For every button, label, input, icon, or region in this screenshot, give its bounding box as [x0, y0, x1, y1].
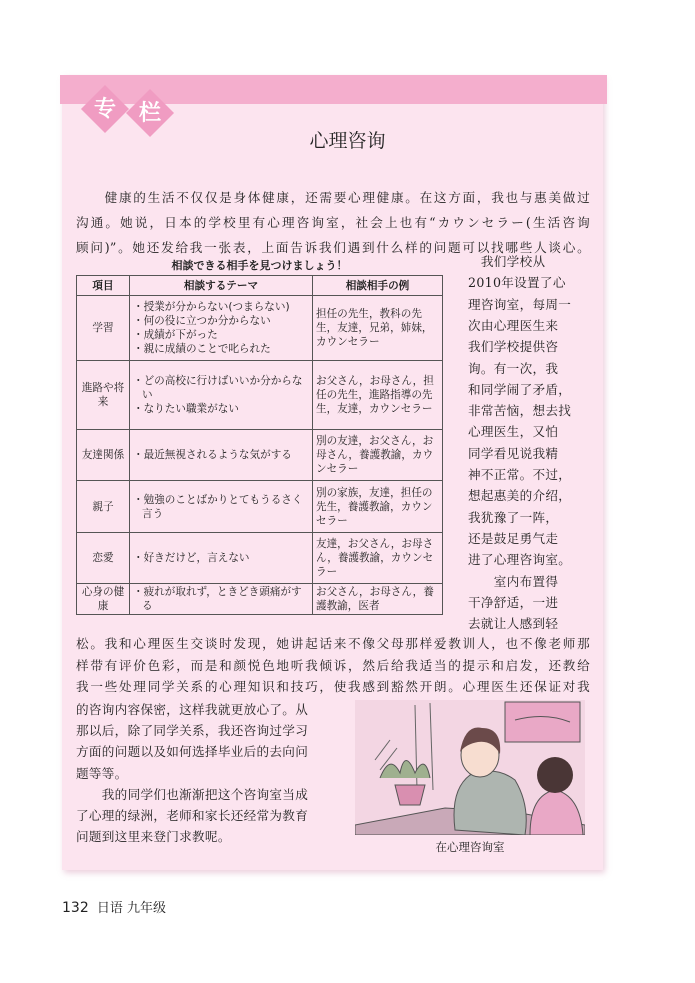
text-line: 沟通。她说，日本的学校里有心理咨询室，社会上也有“カウンセラー(生活咨询 — [76, 215, 590, 230]
item-cell: 学習 — [77, 296, 130, 361]
theme-item: ・授業が分からない(つまらない) — [133, 301, 290, 313]
text-line: 心理医生，又怕 — [468, 424, 559, 440]
text-line: 理咨询室，每周一 — [468, 296, 572, 312]
item-cell: 親子 — [77, 481, 130, 533]
text-line: 顾问)”。她还发给我一张表，上面告诉我们遇到什么样的问题可以找哪些人谈心。 — [76, 240, 590, 255]
text-line: 还是鼓足勇气走 — [468, 530, 559, 546]
table-header: 相談するテーマ — [130, 276, 313, 296]
consultation-table — [76, 275, 443, 615]
table-row — [77, 533, 443, 584]
page-title: 心理咨询 — [309, 130, 386, 152]
text-line: 次由心理医生来 — [468, 317, 559, 333]
text-line: 松。我和心理医生交谈时发现，她讲起话来不像父母那样爱教训人，也不像老师那 — [76, 636, 590, 651]
item-cell: 進路や将来 — [77, 361, 130, 430]
theme-cell — [130, 584, 313, 615]
badge-char: 栏 — [138, 101, 161, 126]
page-footer — [62, 897, 166, 916]
text-line: 健康的生活不仅仅是身体健康，还需要心理健康。在这方面，我也与惠美做过 — [76, 190, 590, 205]
text-line: 想起惠美的介绍， — [468, 488, 572, 504]
theme-cell — [130, 533, 313, 584]
theme-cell — [130, 296, 313, 361]
text-line: 题等等。 — [76, 765, 128, 781]
illustration-caption: 在心理咨询室 — [435, 840, 505, 854]
theme-item: ・成績が下がった — [133, 329, 218, 341]
text-line: 样带有评价色彩，而是和颜悦色地听我倾诉，然后给我适当的提示和启发，还教给 — [76, 657, 590, 673]
counseling-illustration — [355, 700, 585, 835]
text-line: 非常苦恼，想去找 — [468, 403, 572, 419]
theme-cell — [130, 481, 313, 533]
text-line: 去就让人感到轻 — [468, 616, 559, 632]
text-line: 问题到这里来登门求教呢。 — [76, 829, 231, 845]
text-line: 和同学闹了矛盾， — [468, 381, 572, 397]
partner-cell: 担任の先生，教科の先生，友達，兄弟，姉妹，カウンセラー — [313, 296, 443, 361]
partner-cell: 別の友達，お父さん，お母さん，養護教諭，カウンセラー — [313, 430, 443, 481]
partner-cell: 友達，お父さん，お母さん，養護教諭，カウンセラー — [313, 533, 443, 584]
theme-item: ・好きだけど，言えない — [133, 552, 250, 564]
text-line: 神不正常。不过， — [468, 467, 572, 482]
theme-item: ・どの高校に行けばいいか分からない — [133, 375, 303, 401]
text-line: 询。有一次，我 — [468, 360, 559, 376]
theme-cell — [130, 430, 313, 481]
table-row — [77, 481, 443, 533]
item-cell: 友達関係 — [77, 430, 130, 481]
text-line: 室内布置得 — [468, 573, 559, 589]
text-line: 干净舒适，一进 — [468, 594, 559, 610]
item-cell: 心身の健康 — [77, 584, 130, 615]
text-line: 我犹豫了一阵， — [468, 509, 559, 525]
text-line: 我们学校提供咨 — [468, 339, 559, 355]
theme-cell — [130, 361, 313, 430]
text-line: 我的同学们也渐渐把这个咨询室当成 — [76, 786, 309, 802]
theme-item: ・親に成績のことで叱られた — [133, 343, 271, 355]
table-row — [77, 584, 443, 615]
partner-cell: お父さん，お母さん，養護教諭，医者 — [313, 584, 443, 615]
partner-cell: お父さん，お母さん，担任の先生，進路指導の先生，友達，カウンセラー — [313, 361, 443, 430]
text-line: 同学看见说我精 — [468, 445, 559, 461]
page-number: 132 — [62, 900, 89, 916]
theme-item: ・何の役に立つか分からない — [133, 315, 271, 327]
text-line: 我们学校从 — [468, 254, 546, 269]
table-header: 相談相手の例 — [313, 276, 443, 296]
text-line: 2010年设置了心 — [468, 275, 566, 291]
table-caption: 相談できる相手を見つけましょう！ — [171, 259, 348, 272]
table-header: 項目 — [77, 276, 130, 296]
item-cell: 恋愛 — [77, 533, 130, 584]
text-line: 我一些处理同学关系的心理知识和技巧，使我感到豁然开朗。心理医生还保证对我 — [76, 679, 590, 694]
theme-item: ・疲れが取れず，ときどき頭痛がする — [133, 586, 302, 612]
book-title: 日语 九年级 — [96, 901, 167, 916]
text-line: 了心理的绿洲，老师和家长还经常为教育 — [76, 808, 309, 823]
table-row — [77, 361, 443, 430]
badge-char: 专 — [93, 97, 116, 122]
theme-item: ・勉強のことばかりとてもうるさく言う — [133, 493, 303, 520]
theme-item: ・最近無視されるような気がする — [133, 449, 292, 461]
text-line: 的咨询内容保密，这样我就更放心了。从 — [76, 702, 309, 717]
text-line: 那以后，除了同学关系，我还咨询过学习 — [76, 723, 309, 739]
text-line: 方面的问题以及如何选择毕业后的去向问 — [76, 744, 309, 760]
theme-item: ・なりたい職業がない — [133, 403, 239, 415]
table-row — [77, 296, 443, 361]
text-line: 进了心理咨询室。 — [468, 552, 572, 568]
partner-cell: 別の家族，友達，担任の先生，養護教諭，カウンセラー — [313, 481, 443, 533]
table-row — [77, 430, 443, 481]
